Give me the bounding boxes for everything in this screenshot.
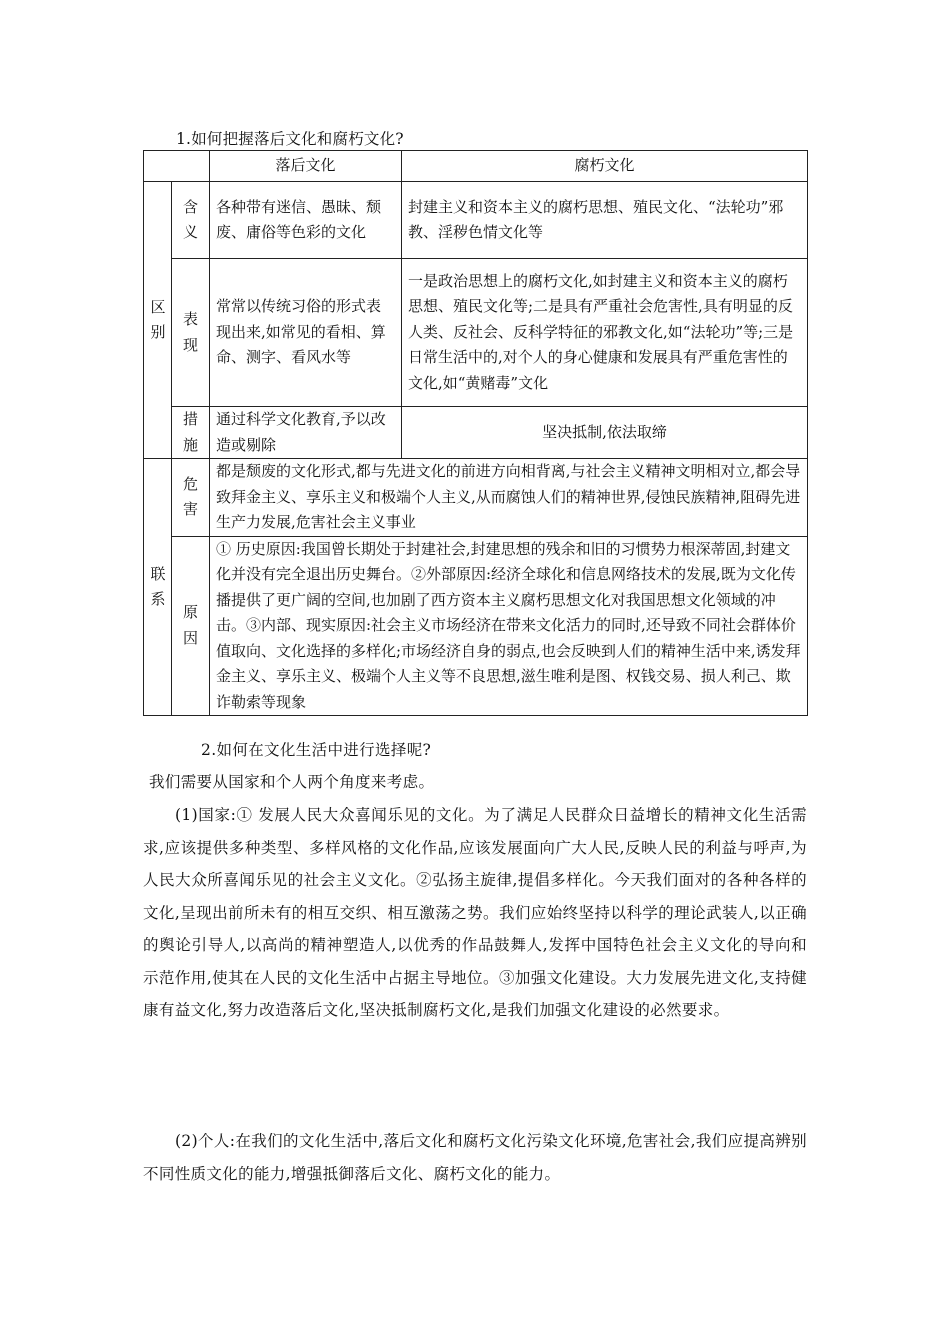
cell-cause-text: ① 历史原因:我国曾长期处于封建社会,封建思想的残余和旧的习惯势力根深蒂固,封建文化并没有完全退出历史舞台。②外部原因:经济全球化和信息网络技术的发展,既为文化传播提供了更广阔的空间,也加剧了西方资本主义腐朽思想文化对我国思想文化领域的冲击。③内部、现实原因:社会主义市场经济在带来文化活力的同时,还导致不同社会群体价值取向、文化选择的多样化;市场经济自身的弱点,也会反映到人们的精神生活中来,诱发拜金主义、享乐主义、极端个人主义等不良思想,滋生唯利是图、权钱交易、损人利己、欺诈勒索等现象 — [210, 536, 808, 716]
personal-paragraph: (2)个人:在我们的文化生活中,落后文化和腐朽文化污染文化环境,危害社会,我们应提高辨别不同性质文化的能力,增强抵御落后文化、腐朽文化的能力。 — [143, 1132, 807, 1183]
table-corner-cell — [144, 151, 210, 182]
cell-meaning-decadent: 封建主义和资本主义的腐朽思想、殖民文化、“法轮功”邪教、淫秽色情文化等 — [402, 182, 808, 259]
table-header-row — [144, 151, 808, 182]
intro-text: 我们需要从国家和个人两个角度来考虑。 — [149, 773, 435, 791]
row-label-measures: 措施 — [172, 407, 210, 459]
cell-harm-text: 都是颓废的文化形式,都与先进文化的前进方向相背离,与社会主义精神文明相对立,都会导致拜金主义、享乐主义和极端个人主义,从而腐蚀人们的精神世界,侵蚀民族精神,阻碍先进生产力发展,危害社会主义事业 — [210, 459, 808, 537]
row-label-harm: 危害 — [172, 459, 210, 537]
table-row-cause — [144, 536, 808, 716]
row-label-cause: 原因 — [172, 536, 210, 716]
cell-measures-decadent: 坚决抵制,依法取缔 — [402, 407, 808, 459]
header-backward-culture: 落后文化 — [210, 151, 402, 182]
row-label-manifestation: 表现 — [172, 259, 210, 407]
table-row-measures — [144, 407, 808, 459]
cell-manifestation-backward: 常常以传统习俗的形式表现出来,如常见的看相、算命、测字、看风水等 — [210, 259, 402, 407]
table-row-meaning — [144, 182, 808, 259]
cell-meaning-backward: 各种带有迷信、愚昧、颓废、庸俗等色彩的文化 — [210, 182, 402, 259]
country-paragraph: (1)国家:① 发展人民大众喜闻乐见的文化。为了满足人民群众日益增长的精神文化生活需求,应该提供多种类型、多样风格的文化作品,应该发展面向广大人民,反映人民的利益与呼声,为人民大众所喜闻乐见的社会主义文化。②弘扬主旋律,提倡多样化。今天我们面对的各种各样的文化,呈现出前所未有的相互交织、相互激荡之势。我们应始终坚持以科学的理论武装人,以正确的舆论引导人,以高尚的精神塑造人,以优秀的作品鼓舞人,发挥中国特色社会主义文化的导向和示范作用,使其在人民的文化生活中占据主导地位。③加强文化建设。大力发展先进文化,支持健康有益文化,努力改造落后文化,坚决抵制腐朽文化,是我们加强文化建设的必然要求。 — [143, 806, 807, 1019]
question-2-heading: 2.如何在文化生活中进行选择呢? — [201, 741, 432, 759]
group-label-difference: 区别 — [144, 182, 172, 459]
comparison-table — [143, 150, 808, 716]
table-row-manifestation — [144, 259, 808, 407]
question-1-heading: 1.如何把握落后文化和腐朽文化? — [176, 130, 404, 148]
row-label-meaning: 含义 — [172, 182, 210, 259]
cell-measures-backward: 通过科学文化教育,予以改造或剔除 — [210, 407, 402, 459]
table-row-harm — [144, 459, 808, 537]
cell-manifestation-decadent: 一是政治思想上的腐朽文化,如封建主义和资本主义的腐朽思想、殖民文化等;二是具有严重社会危害性,具有明显的反人类、反社会、反科学特征的邪教文化,如“法轮功”等;三是日常生活中的,对个人的身心健康和发展具有严重危害性的文化,如“黄赌毒”文化 — [402, 259, 808, 407]
header-decadent-culture: 腐朽文化 — [402, 151, 808, 182]
group-label-connection: 联系 — [144, 459, 172, 716]
